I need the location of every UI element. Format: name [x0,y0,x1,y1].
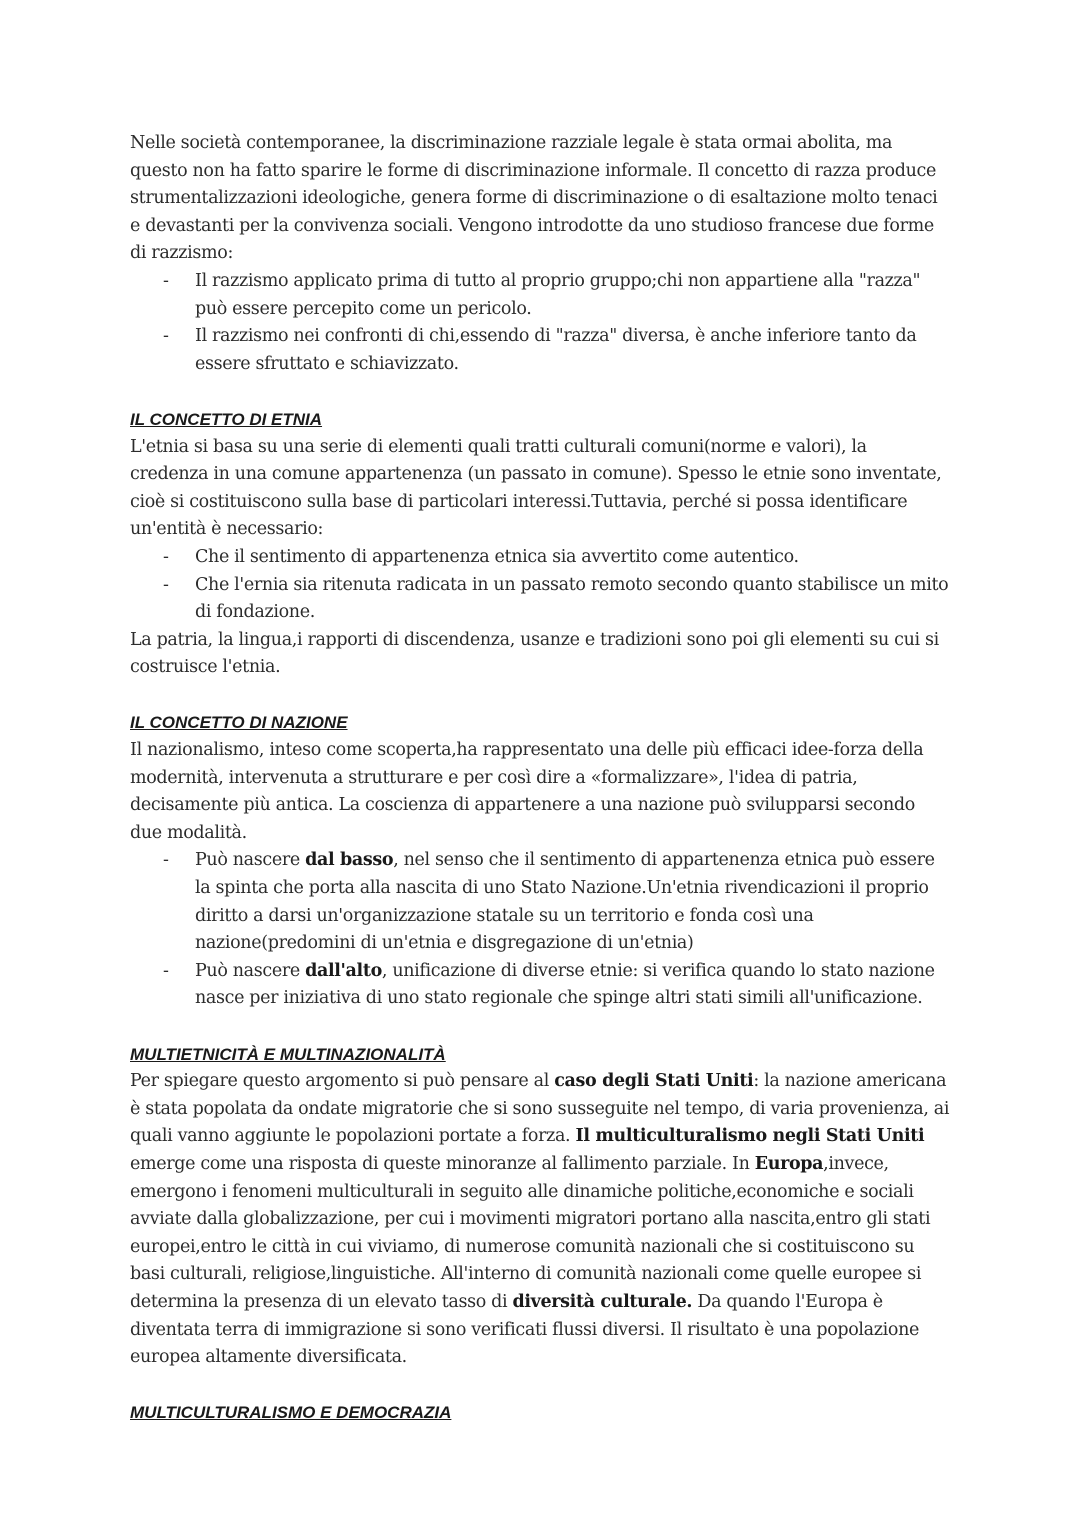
bold-text: caso degli Stati Uniti [554,1071,754,1092]
paragraph-text: : la nazione americana è stata popolata da ondate migratorie che si sono susseguite nel tempo, di varia provenienza, ai quali vanno aggiunte le popolazioni portate a forza. [130,1071,950,1147]
bold-text: Il multiculturalismo negli Stati Uniti [575,1126,925,1147]
etnia-paragraph: L'etnia si basa su una serie di elementi quali tratti culturali comuni(norme e valori), la credenza in una comune appartenenza (un passato in comune). Spesso le etnie sono inventate, cioè si costituiscono sulla base di particolari interessi.Tuttavia, perché si possa identificare un'entità è necessario: [130,436,942,540]
item-text: , unificazione di diverse etnie: si verifica quando lo stato nazione nasce per iniziativa di uno stato regionale che spinge altri stati simili all'unificazione. [195,960,935,1009]
nazione-paragraph: Il nazionalismo, inteso come scoperta,ha rappresentato una delle più efficaci idee-forza della modernità, intervenuta a strutturare e per così dire a «formalizzare», l'idea di patria, decisamente più antica. La coscienza di appartenere a una nazione può svilupparsi secondo due modalità. [130,740,924,843]
section-heading-etnia: IL CONCETTO DI ETNIA [130,409,323,429]
racism-forms-list [130,268,950,378]
etnia-conditions-list [130,544,950,627]
item-text: Può nascere [195,850,306,871]
multietnicita-paragraph [130,1068,950,1372]
document-body [130,130,950,1427]
list-item: - Che l'ernia sia ritenuta radicata in un passato remoto secondo quanto stabilisce un mito di fondazione. [195,572,950,627]
paragraph-text: Da quando l'Europa è diventata terra di immigrazione si sono verificati flussi diversi. Il risultato è una popolazione europea altamente diversificata. [130,1291,919,1368]
list-item: - Che il sentimento di appartenenza etnica sia avvertito come autentico. [195,544,950,572]
list-item: - Il razzismo applicato prima di tutto al proprio gruppo;chi non appartiene alla "razza" può essere percepito come un pericolo. [195,268,950,323]
item-text: , nel senso che il sentimento di appartenenza etnica può essere la spinta che porta alla nascita di uno Stato Nazione.Un'etnia rivendicazioni il proprio diritto a darsi un'organizzazione statale su un territorio e fonda così una nazione(predomini di un'etnia e disgregazione di un'etnia) [195,850,935,954]
paragraph-text: Per spiegare questo argomento si può pensare al [130,1071,555,1092]
list-item: - Il razzismo nei confronti di chi,essendo di "razza" diversa, è anche inferiore tanto da essere sfruttato e schiavizzato. [195,323,950,378]
section-heading-nazione: IL CONCETTO DI NAZIONE [130,713,348,733]
item-bold-text: dal basso [305,850,394,871]
item-bold-text: dall'alto [305,960,382,981]
paragraph-text: ,invece, emergono i fenomeni multiculturali in seguito alle dinamiche politiche,economiche e sociali avviate dalla globalizzazione, per cui i movimenti migratori portano alla nascita,entro gli stati europei,entro le città in cui viviamo, di numerose comunità nazionali che si costituiscono su basi culturali, religiose,linguistiche. All'interno di comunità nazionali come quelle europee si determina la presenza di un elevato tasso di [130,1153,931,1312]
list-item [195,847,950,957]
paragraph-text: emerge come una risposta di queste minoranze al fallimento parziale. In [130,1153,755,1174]
intro-paragraph: Nelle società contemporanee, la discriminazione razziale legale è stata ormai abolita, ma questo non ha fatto sparire le forme di discriminazione informale. Il concetto di razza produce strumentalizzazioni ideologiche, genera forme di discriminazione o di esaltazione molto tenaci e devastanti per la convivenza sociali. Vengono introdotte da uno studioso francese due forme di razzismo: [130,133,938,264]
item-text: Può nascere [195,960,306,981]
section-heading-multietnicita: MULTIETNICITÀ E MULTINAZIONALITÀ [130,1044,446,1064]
bold-text: diversità culturale. [512,1291,693,1312]
list-item [195,958,950,1013]
etnia-closing-paragraph: La patria, la lingua,i rapporti di discendenza, usanze e tradizioni sono poi gli elementi su cui si costruisce l'etnia. [130,629,939,678]
bold-text: Europa [754,1153,824,1174]
nazione-modes-list [130,847,950,1013]
section-heading-democrazia: MULTICULTURALISMO E DEMOCRAZIA [130,1403,452,1423]
